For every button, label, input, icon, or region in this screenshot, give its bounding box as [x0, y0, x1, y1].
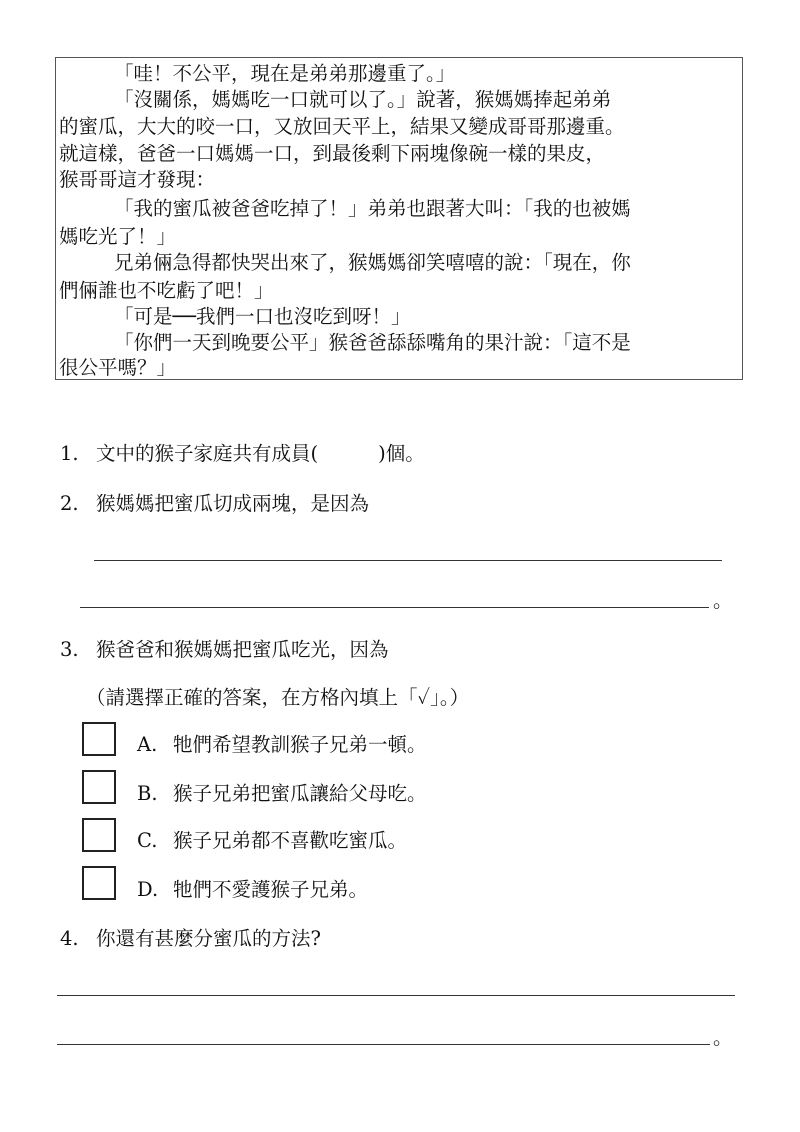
option-b-letter: B. — [137, 782, 158, 805]
question-3-text: 猴爸爸和猴媽媽把蜜瓜吃光，因為 — [96, 638, 389, 661]
question-2-text: 猴媽媽把蜜瓜切成兩塊，是因為 — [96, 492, 370, 515]
question-4-answer-line-2[interactable] — [57, 1044, 710, 1045]
story-passage-box — [55, 57, 743, 380]
option-c-checkbox[interactable] — [82, 818, 116, 852]
question-2-period: 。 — [713, 589, 733, 612]
question-2-answer-line-2[interactable] — [80, 607, 709, 608]
question-4-period: 。 — [713, 1026, 733, 1049]
question-1 — [60, 441, 425, 467]
option-c-text: 猴子兄弟都不喜歡吃蜜瓜。 — [173, 829, 408, 852]
passage-line-5: 猴哥哥這才發現： — [59, 168, 216, 191]
question-2 — [60, 491, 369, 517]
option-a — [137, 733, 427, 757]
passage-line-2: 「沒關係，媽媽吃一口就可以了。」說著，猴媽媽捧起弟弟 — [114, 88, 612, 111]
question-3-instruction: （請選擇正確的答案，在方格內填上「✓」。） — [86, 686, 470, 709]
question-4 — [60, 926, 321, 952]
question-3 — [60, 637, 389, 663]
option-d-text: 牠們不愛護猴子兄弟。 — [173, 878, 369, 901]
passage-line-3: 的蜜瓜，大大的咬一口，又放回天平上，結果又變成哥哥那邊重。 — [59, 115, 625, 138]
passage-line-10: 「可是──我們一口也沒吃到呀！」 — [114, 305, 411, 328]
question-4-answer-line-1[interactable] — [57, 995, 735, 996]
passage-line-11: 「你們一天到晚要公平」猴爸爸舔舔嘴角的果汁說：「這不是 — [114, 331, 631, 354]
option-d-checkbox[interactable] — [82, 866, 116, 900]
question-4-text: 你還有甚麼分蜜瓜的方法? — [96, 927, 321, 950]
passage-line-12: 很公平嗎？」 — [59, 356, 177, 379]
question-2-number: 2. — [60, 492, 79, 515]
option-b-text: 猴子兄弟把蜜瓜讓給父母吃。 — [173, 782, 427, 805]
passage-line-9: 們倆誰也不吃虧了吧！」 — [59, 279, 274, 302]
option-a-letter: A. — [137, 733, 158, 756]
option-c-letter: C. — [137, 829, 158, 852]
passage-line-7: 媽吃光了！」 — [59, 225, 177, 248]
passage-line-8: 兄弟倆急得都快哭出來了，猴媽媽卻笑嘻嘻的說：「現在，你 — [114, 251, 631, 274]
option-d — [137, 878, 368, 902]
passage-line-1: 「哇！不公平，現在是弟弟那邊重了。」 — [114, 62, 456, 85]
question-2-answer-line-1[interactable] — [94, 560, 722, 561]
option-a-checkbox[interactable] — [82, 722, 116, 756]
question-1-text-before: 文中的猴子家庭共有成員( — [96, 442, 319, 465]
option-a-text: 牠們希望教訓猴子兄弟一頓。 — [173, 733, 427, 756]
option-b-checkbox[interactable] — [82, 770, 116, 804]
question-4-number: 4. — [60, 927, 79, 950]
question-1-text-after: )個。 — [378, 442, 425, 465]
option-d-letter: D. — [137, 878, 159, 901]
passage-line-6: 「我的蜜瓜被爸爸吃掉了！」弟弟也跟著大叫：「我的也被媽 — [114, 197, 631, 220]
option-b — [137, 782, 427, 806]
question-1-number: 1. — [60, 442, 79, 465]
question-3-number: 3. — [60, 638, 79, 661]
option-c — [137, 829, 407, 853]
passage-line-4: 就這樣，爸爸一口媽媽一口，到最後剩下兩塊像碗一樣的果皮， — [59, 142, 606, 165]
